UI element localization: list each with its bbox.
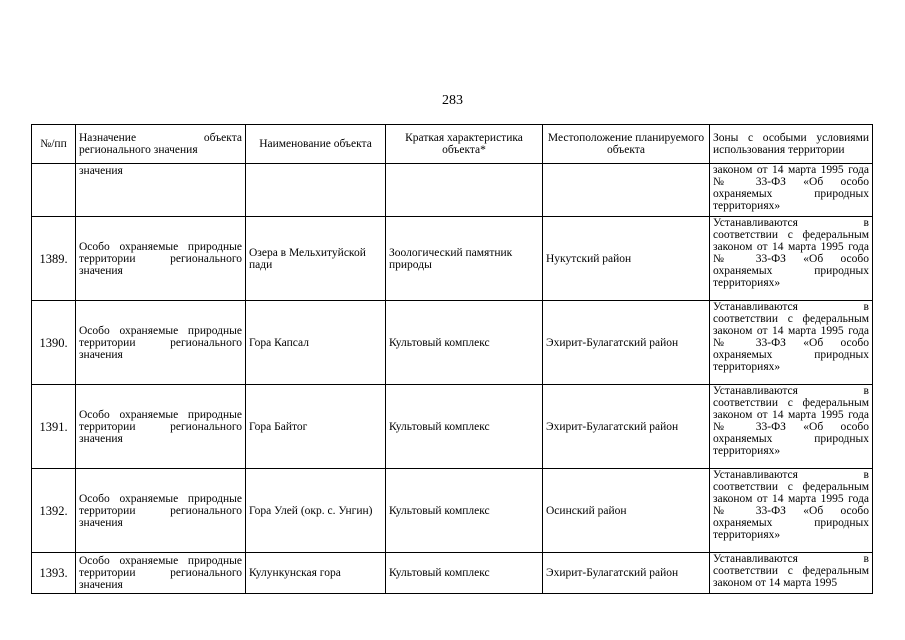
header-location: Местоположение планируемого объекта [543, 125, 710, 164]
table-header-row [32, 125, 873, 164]
cell-brief: Культовый комплекс [386, 385, 543, 469]
cell-num [32, 164, 76, 217]
zone-rest: соответствии с федеральным законом от 14 марта 1995 года № 33-ФЗ «Об особо охраняемых природных территориях» [713, 229, 869, 289]
cell-zones [710, 553, 873, 594]
cell-assignment: Особо охраняемые природные территории регионального значения [76, 217, 246, 301]
cell-location: Эхирит-Булагатский район [543, 553, 710, 594]
header-brief: Краткая характеристика объекта* [386, 125, 543, 164]
cell-zones [710, 217, 873, 301]
cell-zones: законом от 14 марта 1995 года № 33-ФЗ «Об особо охраняемых природных территориях» [710, 164, 873, 217]
cell-assignment: Особо охраняемые природные территории регионального значения [76, 385, 246, 469]
table-row [32, 469, 873, 553]
cell-brief: Зоологический памятник природы [386, 217, 543, 301]
cell-brief [386, 164, 543, 217]
header-name: Наименование объекта [246, 125, 386, 164]
cell-brief: Культовый комплекс [386, 469, 543, 553]
cell-name: Гора Капсал [246, 301, 386, 385]
cell-num: 1389. [32, 217, 76, 301]
cell-location: Эхирит-Булагатский район [543, 301, 710, 385]
cell-name: Кулункунская гора [246, 553, 386, 594]
cell-num: 1392. [32, 469, 76, 553]
cell-location: Нукутский район [543, 217, 710, 301]
cell-num: 1390. [32, 301, 76, 385]
cell-zones [710, 385, 873, 469]
regional-objects-table [31, 124, 873, 594]
zone-rest: соответствии с федеральным законом от 14 марта 1995 года № 33-ФЗ «Об особо охраняемых природных территориях» [713, 313, 869, 373]
zone-rest: соответствии с федеральным законом от 14 марта 1995 года № 33-ФЗ «Об особо охраняемых природных территориях» [713, 481, 869, 541]
cell-assignment: значения [76, 164, 246, 217]
cell-name: Гора Улей (окр. с. Унгин) [246, 469, 386, 553]
zone-first-line: Устанавливаются в [713, 385, 869, 397]
cell-num: 1391. [32, 385, 76, 469]
cell-location [543, 164, 710, 217]
page-number: 283 [442, 93, 463, 108]
header-zones: Зоны с особыми условиями использования территории [710, 125, 873, 164]
zone-rest: соответствии с федеральным законом от 14 марта 1995 года № 33-ФЗ «Об особо охраняемых природных территориях» [713, 397, 869, 457]
table-row-continuation [32, 164, 873, 217]
cell-name [246, 164, 386, 217]
cell-location: Эхирит-Булагатский район [543, 385, 710, 469]
zone-first-line: Устанавливаются в [713, 217, 869, 229]
cell-name: Гора Байтог [246, 385, 386, 469]
header-num: №/пп [32, 125, 76, 164]
cell-location: Осинский район [543, 469, 710, 553]
zone-first-line: Устанавливаются в [713, 301, 869, 313]
cell-brief: Культовый комплекс [386, 553, 543, 594]
cell-num: 1393. [32, 553, 76, 594]
table-row [32, 385, 873, 469]
table-row [32, 301, 873, 385]
header-assignment: Назначение объекта регионального значения [76, 125, 246, 164]
table-row [32, 553, 873, 594]
table-row [32, 217, 873, 301]
zone-first-line: Устанавливаются в [713, 553, 869, 565]
cell-brief: Культовый комплекс [386, 301, 543, 385]
zone-rest: соответствии с федеральным законом от 14 марта 1995 [713, 565, 869, 589]
zone-first-line: Устанавливаются в [713, 469, 869, 481]
cell-name: Озера в Мельхитуйской пади [246, 217, 386, 301]
cell-assignment: Особо охраняемые природные территории регионального значения [76, 469, 246, 553]
cell-zones [710, 301, 873, 385]
cell-zones [710, 469, 873, 553]
cell-assignment: Особо охраняемые природные территории регионального значения [76, 301, 246, 385]
cell-assignment: Особо охраняемые природные территории регионального значения [76, 553, 246, 594]
